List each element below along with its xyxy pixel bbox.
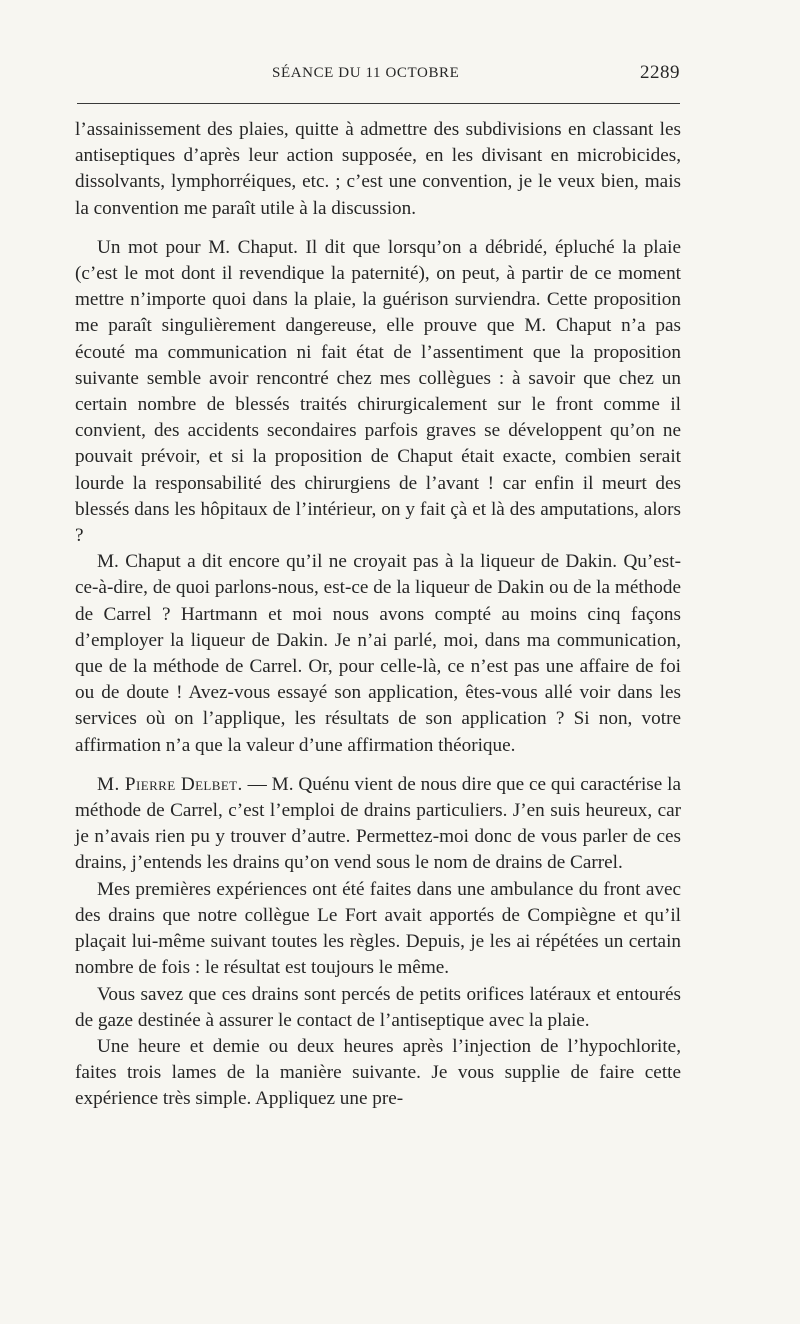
- paragraph: Une heure et demie ou deux heures après l’injection de l’hypochlorite, faites trois lames de la manière suivante. Je vous supplie de faire cette expérience très simple. Appliquez une pre-: [75, 1035, 681, 1110]
- paragraph: Un mot pour M. Chaput. Il dit que lorsqu’on a débridé, épluché la plaie (c’est le mot dont il revendique la paternité), on peut, à partir de ce moment mettre n’importe quoi dans la plaie, la guérison surviendra. Cette proposition me paraît singulièrement dangereuse, elle prouve que M. Chaput n’a pas écouté ma communication ni fait état de l’assentiment que la proposition suivante semble avoir rencontré chez mes collègues : à savoir que chez un certain nombre de blessés traités chirurgicalement sur le front comme il convient, des accidents secondaires parfois graves se développent qu’on ne pouvait prévoir, et si la proposition de Chaput était exacte, combien serait lourde la responsabilité des chirurgiens de l’avant ! car enfin il meurt des blessés dans les hôpitaux de l’intérieur, on y fait çà et là des amputations, alors ?: [75, 236, 681, 547]
- speaker-text: — M. Quénu vient de nous dire que ce qui caractérise la méthode de Carrel, c’est l’emploi de drains particuliers. J’en suis heureux, car je n’avais rien pu y trouver d’autre. Permettez-moi donc de vous parler de ces drains, j’entends les drains qu’on vend sous le nom de drains de Carrel.: [75, 773, 681, 874]
- paragraph: M. Chaput a dit encore qu’il ne croyait pas à la liqueur de Dakin. Qu’est-ce-à-dire, de quoi parlons-nous, est-ce de la liqueur de Dakin ou de la méthode de Carrel ? Hartmann et moi nous avons compté au moins cinq façons d’employer la liqueur de Dakin. Je n’ai parlé, moi, dans ma communication, que de la méthode de Carrel. Or, pour celle-là, ce n’est pas une affaire de foi ou de doute ! Avez-vous essayé son application, êtes-vous allé voir dans les services où on l’applique, les résultats de son application ? Si non, votre affirmation n’a que la valeur d’une affirmation théorique.: [75, 551, 681, 756]
- text-body: [75, 117, 681, 1113]
- paragraph: Vous savez que ces drains sont percés de petits orifices latéraux et entourés de gaze destinée à assurer le contact de l’antiseptique avec la plaie.: [75, 983, 681, 1031]
- running-title: SÉANCE DU 11 OCTOBRE: [272, 65, 460, 81]
- page-number: 2289: [640, 62, 680, 83]
- header-rule: [77, 103, 680, 104]
- paragraph: Mes premières expériences ont été faites dans une ambulance du front avec des drains que notre collègue Le Fort avait apportés de Compiègne et qu’il plaçait lui-même suivant toutes les règles. Depuis, je les ai répétées un certain nombre de fois : le résultat est toujours le même.: [75, 878, 681, 979]
- speaker-paragraph: [75, 772, 681, 877]
- speaker-name: M. Pierre Delbet.: [97, 773, 243, 795]
- page-header: [77, 62, 680, 90]
- paragraph: l’assainissement des plaies, quitte à admettre des subdivisions en classant les antiseptiques d’après leur action supposée, en les divisant en microbicides, dissolvants, lymphorréiques, etc. ; c’est une convention, je le veux bien, mais la convention me paraît utile à la discussion.: [75, 119, 681, 219]
